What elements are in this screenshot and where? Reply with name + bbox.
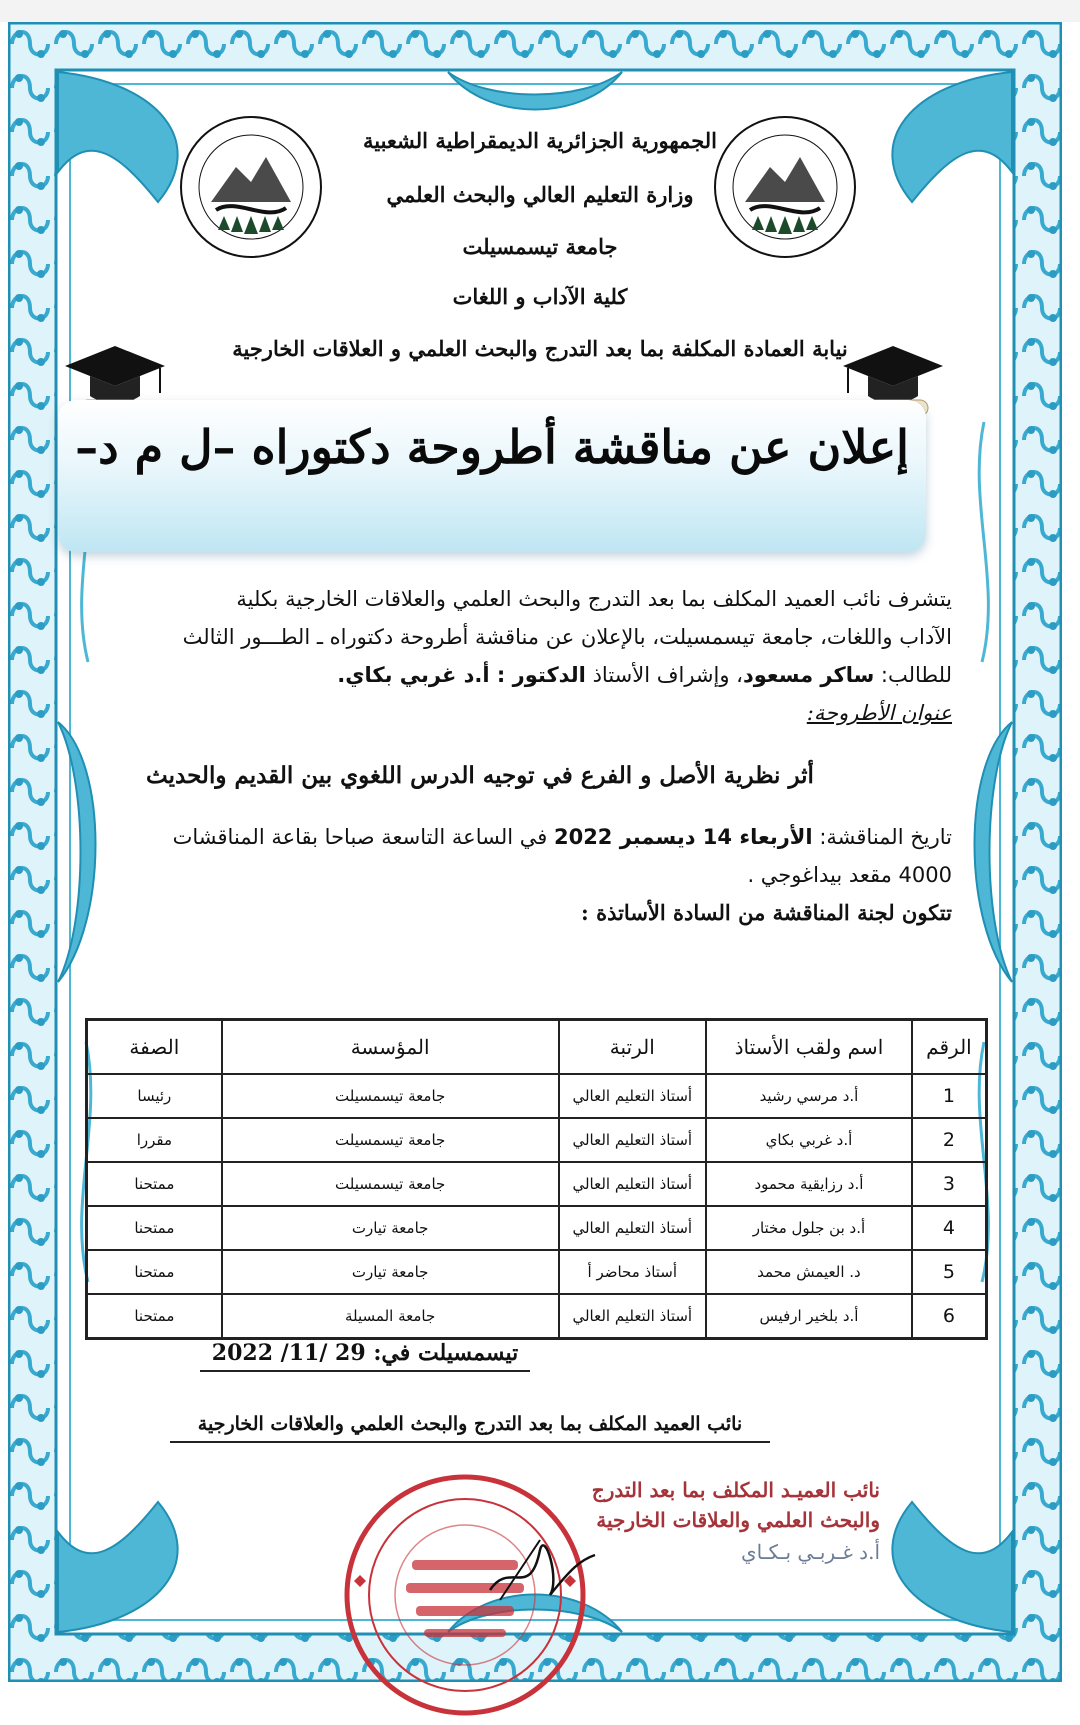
member-rank: أستاذ التعليم العالي (559, 1118, 706, 1162)
committee-intro: تتكون لجنة المناقشة من السادة الأساتذة : (581, 900, 952, 925)
member-institution: جامعة تيارت (222, 1250, 559, 1294)
header-vice-deanship: نيابة العمادة المكلفة بما بعد التدرج والبحث العلمي و العلاقات الخارجية (232, 336, 848, 361)
member-name: أ.د غربي بكاي (706, 1118, 912, 1162)
member-role: ممتحنا (87, 1294, 222, 1339)
intro-paragraph (142, 580, 952, 732)
member-name: د. العيمش محمد (706, 1250, 912, 1294)
member-institution: جامعة تيسمسيلت (222, 1162, 559, 1206)
header-university: جامعة تيسمسيلت (462, 234, 618, 259)
member-role: مقررا (87, 1118, 222, 1162)
defense-date-line: تاريخ المناقشة: الأربعاء 14 ديسمبر 2022 في الساعة التاسعة صباحا بقاعة المناقشات (172, 825, 952, 849)
member-rank: أستاذ محاضر أ (559, 1250, 706, 1294)
row-number: 3 (912, 1162, 987, 1206)
member-institution: جامعة تيسمسيلت (222, 1118, 559, 1162)
defense-details (142, 818, 952, 932)
row-number: 1 (912, 1074, 987, 1118)
header-institution: المؤسسة (222, 1020, 559, 1075)
member-role: ممتحنا (87, 1162, 222, 1206)
member-role: ممتحنا (87, 1206, 222, 1250)
thesis-label: عنوان الأطروحة: (806, 701, 952, 725)
defense-date: الأربعاء 14 ديسمبر 2022 (553, 825, 813, 849)
row-number: 4 (912, 1206, 987, 1250)
member-name: أ.د بن جلول مختار (706, 1206, 912, 1250)
handwritten-signature (480, 1520, 600, 1610)
member-rank: أستاذ التعليم العالي (559, 1206, 706, 1250)
student-label: للطالب: (874, 663, 952, 687)
committee-table (85, 1018, 988, 1340)
member-role: ممتحنا (87, 1250, 222, 1294)
member-rank: أستاذ التعليم العالي (559, 1074, 706, 1118)
announcement-title: إعلان عن مناقشة أطروحة دكتوراه –ل م د– (75, 420, 909, 474)
intro-line-1: يتشرف نائب العميد المكلف بما بعد التدرج والبحث العلمي والعلاقات الخارجية بكلية (236, 587, 952, 611)
table-row (87, 1074, 987, 1118)
member-institution: جامعة المسيلة (222, 1294, 559, 1339)
top-strip (0, 0, 1080, 22)
supervisor-name: الدكتور : أ.د غربي بكاي. (337, 663, 586, 687)
row-number: 6 (912, 1294, 987, 1339)
table-header-row (87, 1020, 987, 1075)
thesis-title: أثر نظرية الأصل و الفرع في توجيه الدرس اللغوي بين القديم والحديث (146, 762, 814, 789)
member-institution: جامعة تيسمسيلت (222, 1074, 559, 1118)
header-role: الصفة (87, 1020, 222, 1075)
supervisor-label: ، وإشراف الأستاذ (585, 663, 743, 687)
header-rank: الرتبة (559, 1020, 706, 1075)
table-row (87, 1162, 987, 1206)
header-faculty: كلية الآداب و اللغات (452, 284, 628, 309)
intro-line-2: الآداب واللغات، جامعة تيسمسيلت، بالإعلان عن مناقشة أطروحة دكتوراه ـ الطـــور الثالث (182, 625, 952, 649)
header-ministry: وزارة التعليم العالي والبحث العلمي (386, 182, 694, 207)
member-name: أ.د بلخير ارفيس (706, 1294, 912, 1339)
signer-title: نائب العميد المكلف بما بعد التدرج والبحث العلمي والعلاقات الخارجية (170, 1413, 770, 1443)
university-logo-left (176, 112, 326, 262)
table-row (87, 1250, 987, 1294)
row-number: 5 (912, 1250, 987, 1294)
signature-title-line-2: والبحث العلمي والعلاقات الخارجية (596, 1508, 880, 1532)
issue-date: تيسمسيلت في: 29 /11/ 2022 (200, 1340, 530, 1372)
table-row (87, 1118, 987, 1162)
member-institution: جامعة تيارت (222, 1206, 559, 1250)
header-name: اسم ولقب الأستاذ (706, 1020, 912, 1075)
signature-name: أ.د غـربـي بـكـاي (740, 1540, 880, 1564)
member-role: رئيسا (87, 1074, 222, 1118)
defense-venue: 4000 مقعد بيداغوجي . (747, 863, 952, 887)
header-republic: الجمهورية الجزائرية الديمقراطية الشعبية (362, 128, 717, 153)
member-rank: أستاذ التعليم العالي (559, 1294, 706, 1339)
member-rank: أستاذ التعليم العالي (559, 1162, 706, 1206)
row-number: 2 (912, 1118, 987, 1162)
intro-line-3 (142, 656, 952, 694)
header-number: الرقم (912, 1020, 987, 1075)
table-row (87, 1206, 987, 1250)
table-row (87, 1294, 987, 1339)
member-name: أ.د مرسي رشيد (706, 1074, 912, 1118)
signature-title-line-1: نائب العميـد المكلف بما بعد التدرج (591, 1478, 880, 1502)
student-name: ساكر مسعود (742, 663, 875, 687)
member-name: أ.د رزايقية محمود (706, 1162, 912, 1206)
